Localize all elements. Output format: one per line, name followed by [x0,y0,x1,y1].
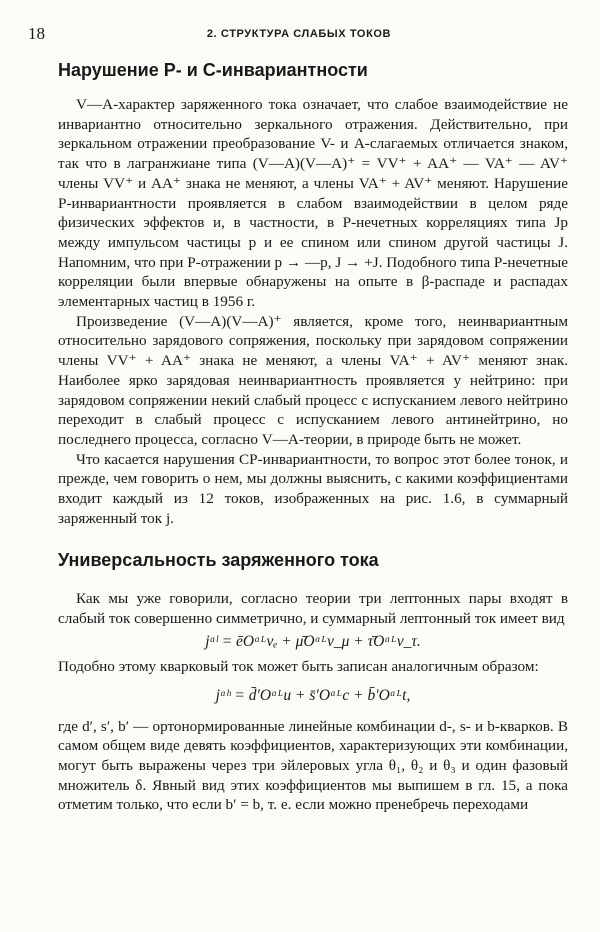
page-content [58,60,568,815]
page-number: 18 [28,24,45,43]
quark-current-formula: jᵅʰ = d̄′Oᵅᴸu + s̄′Oᵅᴸc + b̄′Oᵅᴸt, [215,686,411,704]
section-title-universality: Универсальность заряженного тока [58,550,379,571]
paragraph: Подобно этому кварковый ток может быть записан аналогичным образом: [58,657,539,675]
lepton-current-formula: jᵅˡ = ēOᵅᴸνₑ + μ̄Oᵅᴸν_μ + τ̄Oᵅᴸν_τ. [205,632,421,650]
paragraph: Что касается нарушения CP-инвариантности, то вопрос этот более тонок, и прежде, чем говорить о нем, мы должны выяснить, с какими коэффициентами входит каждый из 12 токов, изображенных на рис. 1.6, в суммарный заряженный ток j. [58,450,568,527]
paragraph: Как мы уже говорили, согласно теории три лептонных пары входят в слабый ток совершенно симметрично, и суммарный лептонный ток имеет вид [58,590,568,628]
paragraph: где d′, s′, b′ — ортонормированные линейные комбинации d-, s- и b-кварков. В самом общем виде девять коэффициентов, характеризующих эти комбинации, могут быть выражены через три эйлеровых угла θ₁, θ₂ и θ₃ и один фазовый множитель δ. Явный вид этих коэффициентов мы выпишем в гл. 15, а пока отметим только, что если b′ = b, т. е. если можно пренебречь переходами [58,717,568,814]
paragraph: V—A-характер заряженного тока означает, что слабое взаимодействие не инвариантно относительно зеркального отражения. Действительно, при зеркальном отражении преобразование V- и A-слагаемых отличается знаком, так что в лагранжиане типа (V—A)(V—A)⁺ = VV⁺ + AA⁺ — VA⁺ — AV⁺ члены VV⁺ и AA⁺ знака не меняют, а члены VA⁺ + AV⁺ меняют. Нарушение P-инвариантности проявляется в слабом взаимодействии в целом ряде физических эффектов и, в частности, в P-нечетных корреляциях типа Jp между импульсом частицы p и ее спином или спином другой частицы J. Напомним, что при P-отражении p → —p, J → +J. Подобного типа P-нечетные корреляции были впервые обнаружены на опыте в β-распаде и распадах элементарных частиц в 1956 г. [58,96,568,311]
running-title: 2. СТРУКТУРА СЛАБЫХ ТОКОВ [206,28,392,40]
paragraph: Произведение (V—A)(V—A)⁺ является, кроме того, неинвариантным относительно зарядового сопряжения, поскольку при зарядовом сопряжении члены VV⁺ + AA⁺ знака не меняют, а члены VA⁺ + AV⁺ меняют знак. Наиболее ярко зарядовая неинвариантность проявляется у нейтрино: при зарядовом сопряжении некий слабый процесс с испусканием левого нейтрино переходит в слабый процесс с испусканием левого антинейтрино, но последнего процесса, согласно V—A-теории, в природе быть не может. [58,312,568,448]
section-title-p-c-invariance: Нарушение P- и C-инвариантности [58,60,368,80]
page-header [28,24,570,44]
